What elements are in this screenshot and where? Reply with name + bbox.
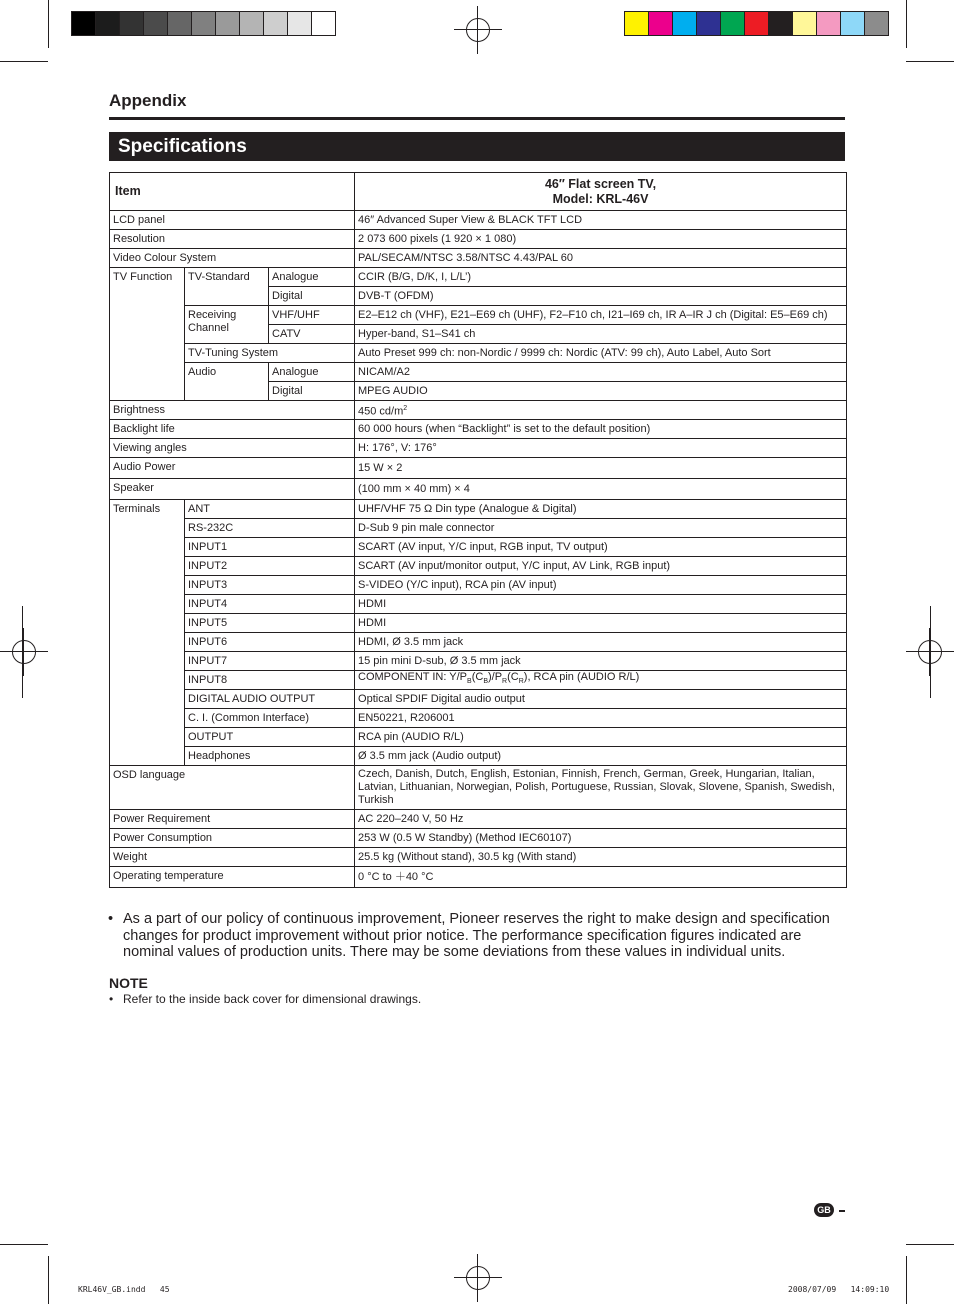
vhf-uhf-label: VHF/UHF [269,306,355,325]
viewing-angles-value: H: 176°, V: 176° [355,439,847,458]
input8-text-b: (C [471,671,484,684]
gray-swatch [312,12,335,35]
input8-sub-b2: B [483,678,488,686]
table-row [110,633,847,652]
resolution-label: Resolution [110,230,355,249]
tuning-system-value: Auto Preset 999 ch: non-Nordic / 9999 ch: Nordic (ATV: 99 ch), Auto Label, Auto Sort [355,344,847,363]
speaker-value: (100 mm × 40 mm) × 4 [355,479,847,500]
table-row [110,458,847,479]
audio-power-value: 15 W × 2 [355,458,847,479]
color-swatch [817,12,841,35]
input5-value: HDMI [355,614,847,633]
page-dash [839,1210,845,1212]
table-row [110,519,847,538]
table-row [110,363,847,382]
terminals-label: Terminals [110,500,185,766]
headphones-label: Headphones [185,747,355,766]
table-row [110,671,847,690]
backlight-label: Backlight life [110,420,355,439]
audio-analogue-label: Analogue [269,363,355,382]
input8-sub-r2: R [518,678,524,686]
color-swatch [769,12,793,35]
gray-swatch [216,12,240,35]
brightness-number: 450 cd/m [358,405,404,418]
grayscale-strip [71,11,336,36]
gray-swatch [240,12,264,35]
backlight-value: 60 000 hours (when “Backlight” is set to the default position) [355,420,847,439]
table-row [110,306,847,325]
table-row [110,268,847,287]
tv-standard-digital-label: Digital [269,287,355,306]
ant-value: UHF/VHF 75 Ω Din type (Analogue & Digital) [355,500,847,519]
audio-label: Audio [185,363,269,401]
gray-swatch [264,12,288,35]
weight-label: Weight [110,848,355,867]
tv-standard-analogue-label: Analogue [269,268,355,287]
policy-note-text: As a part of our policy of continuous improvement, Pioneer reserves the right to make design and specification changes for product improvement without prior notice. The performance specification figures indicated are nominal values of production units. There may be some deviations from these values in individual units. [123,911,830,960]
headphones-value: Ø 3.5 mm jack (Audio output) [355,747,847,766]
lcd-panel-label: LCD panel [110,211,355,230]
table-row [110,439,847,458]
table-row [110,401,847,420]
input8-value [355,671,847,690]
lcd-panel-value: 46″ Advanced Super View & BLACK TFT LCD [355,211,847,230]
registration-mark-top [454,6,502,54]
table-row [110,766,847,810]
input2-value: SCART (AV input/monitor output, Y/C input, AV Link, RGB input) [355,557,847,576]
table-row [110,728,847,747]
osd-language-value: Czech, Danish, Dutch, English, Estonian, Finnish, French, German, Greek, Hungarian, Italian, Latvian, Lithuanian, Norwegian, Polish, Portuguese, Russian, Slovak, Slovene, Spanish, Swedish, Turkish [355,766,847,810]
input7-label: INPUT7 [185,652,355,671]
title-rule [109,117,845,120]
color-swatch [721,12,745,35]
input8-text-a: COMPONENT IN: Y/P [358,671,468,684]
audio-analogue-value: NICAM/A2 [355,363,847,382]
viewing-angles-label: Viewing angles [110,439,355,458]
operating-temperature-value: 0 °C to ＋40 °C [355,867,847,888]
table-row [110,500,847,519]
rs232c-label: RS-232C [185,519,355,538]
table-row [110,479,847,500]
power-consumption-value: 253 W (0.5 W Standby) (Method IEC60107) [355,829,847,848]
section-title: Appendix [109,91,187,110]
table-row [110,557,847,576]
ci-value: EN50221, R206001 [355,709,847,728]
gray-swatch [120,12,144,35]
power-consumption-label: Power Consumption [110,829,355,848]
gray-swatch [144,12,168,35]
digital-audio-label: DIGITAL AUDIO OUTPUT [185,690,355,709]
table-row [110,829,847,848]
input8-text-d: (C [507,671,519,684]
video-colour-label: Video Colour System [110,249,355,268]
resolution-value: 2 073 600 pixels (1 920 × 1 080) [355,230,847,249]
gray-swatch [72,12,96,35]
tuning-system-label: TV-Tuning System [185,344,355,363]
audio-digital-value: MPEG AUDIO [355,382,847,401]
input1-value: SCART (AV input, Y/C input, RGB input, TV output) [355,538,847,557]
gray-swatch [96,12,120,35]
input3-value: S-VIDEO (Y/C input), RCA pin (AV input) [355,576,847,595]
color-swatch [745,12,769,35]
osd-language-label: OSD language [110,766,355,810]
audio-power-label: Audio Power [110,458,355,479]
note-item-text: Refer to the inside back cover for dimensional drawings. [123,992,422,1006]
bullet-icon: • [108,911,114,927]
table-row [110,848,847,867]
model-header-line1: 46″ Flat screen TV, [544,176,657,191]
table-row [110,690,847,709]
table-row [110,614,847,633]
tv-standard-digital-value: DVB-T (OFDM) [355,287,847,306]
color-swatch [865,12,888,35]
registration-mark-bottom [454,1254,502,1302]
power-requirement-value: AC 220–240 V, 50 Hz [355,810,847,829]
color-strip [624,11,889,36]
table-row [110,420,847,439]
input4-value: HDMI [355,595,847,614]
gray-swatch [192,12,216,35]
digital-audio-value: Optical SPDIF Digital audio output [355,690,847,709]
gray-swatch [168,12,192,35]
table-row [110,867,847,888]
ci-label: C. I. (Common Interface) [185,709,355,728]
slug-date: 2008/07/09 14:09:10 [788,1285,890,1294]
model-header [355,173,847,211]
operating-temperature-label: Operating temperature [110,867,355,888]
input5-label: INPUT5 [185,614,355,633]
color-swatch [649,12,673,35]
vhf-uhf-value: E2–E12 ch (VHF), E21–E69 ch (UHF), F2–F10 ch, I21–I69 ch, IR A–IR J ch (Digital: E5–E69 ch) [355,306,847,325]
table-row [110,211,847,230]
input2-label: INPUT2 [185,557,355,576]
table-row [110,709,847,728]
output-value: RCA pin (AUDIO R/L) [355,728,847,747]
color-swatch [841,12,865,35]
brightness-value [355,401,847,420]
color-swatch [673,12,697,35]
table-row [110,595,847,614]
power-requirement-label: Power Requirement [110,810,355,829]
brightness-label: Brightness [110,401,355,420]
table-header-row [110,173,847,211]
input7-value: 15 pin mini D-sub, Ø 3.5 mm jack [355,652,847,671]
input8-text-e: ), RCA pin (AUDIO R/L) [523,671,640,684]
weight-value: 25.5 kg (Without stand), 30.5 kg (With stand) [355,848,847,867]
rs232c-value: D-Sub 9 pin male connector [355,519,847,538]
color-swatch [793,12,817,35]
table-row [110,652,847,671]
speaker-label: Speaker [110,479,355,500]
table-row [110,538,847,557]
tv-function-label: TV Function [110,268,185,401]
input1-label: INPUT1 [185,538,355,557]
brightness-sup: 2 [403,404,408,412]
input3-label: INPUT3 [185,576,355,595]
output-label: OUTPUT [185,728,355,747]
bullet-icon: • [109,992,114,1006]
color-swatch [625,12,649,35]
ant-label: ANT [185,500,355,519]
title-bar [109,132,845,161]
input6-label: INPUT6 [185,633,355,652]
input8-text-c: )/P [487,671,503,684]
table-row [110,249,847,268]
registration-mark-left [0,628,48,676]
input6-value: HDMI, Ø 3.5 mm jack [355,633,847,652]
input8-sub-b: B [467,678,472,686]
receiving-channel-label: Receiving Channel [185,306,269,344]
page-title: Specifications [118,136,247,157]
audio-digital-label: Digital [269,382,355,401]
spec-table [109,172,847,888]
item-header: Item [110,173,355,211]
catv-label: CATV [269,325,355,344]
language-badge: GB [814,1203,834,1217]
slug-file: KRL46V_GB.indd 45 [78,1285,170,1294]
tv-standard-analogue-value: CCIR (B/G, D/K, I, L/L’) [355,268,847,287]
table-row [110,230,847,249]
color-swatch [697,12,721,35]
gray-swatch [288,12,312,35]
table-row [110,747,847,766]
input8-sub-r: R [502,678,508,686]
input8-label: INPUT8 [185,671,355,690]
table-row [110,576,847,595]
tv-standard-label: TV-Standard [185,268,269,306]
catv-value: Hyper-band, S1–S41 ch [355,325,847,344]
table-row [110,344,847,363]
video-colour-value: PAL/SECAM/NTSC 3.58/NTSC 4.43/PAL 60 [355,249,847,268]
note-heading: NOTE [109,975,148,991]
input4-label: INPUT4 [185,595,355,614]
model-header-line2: Model: KRL-46V [552,191,649,206]
table-row [110,810,847,829]
